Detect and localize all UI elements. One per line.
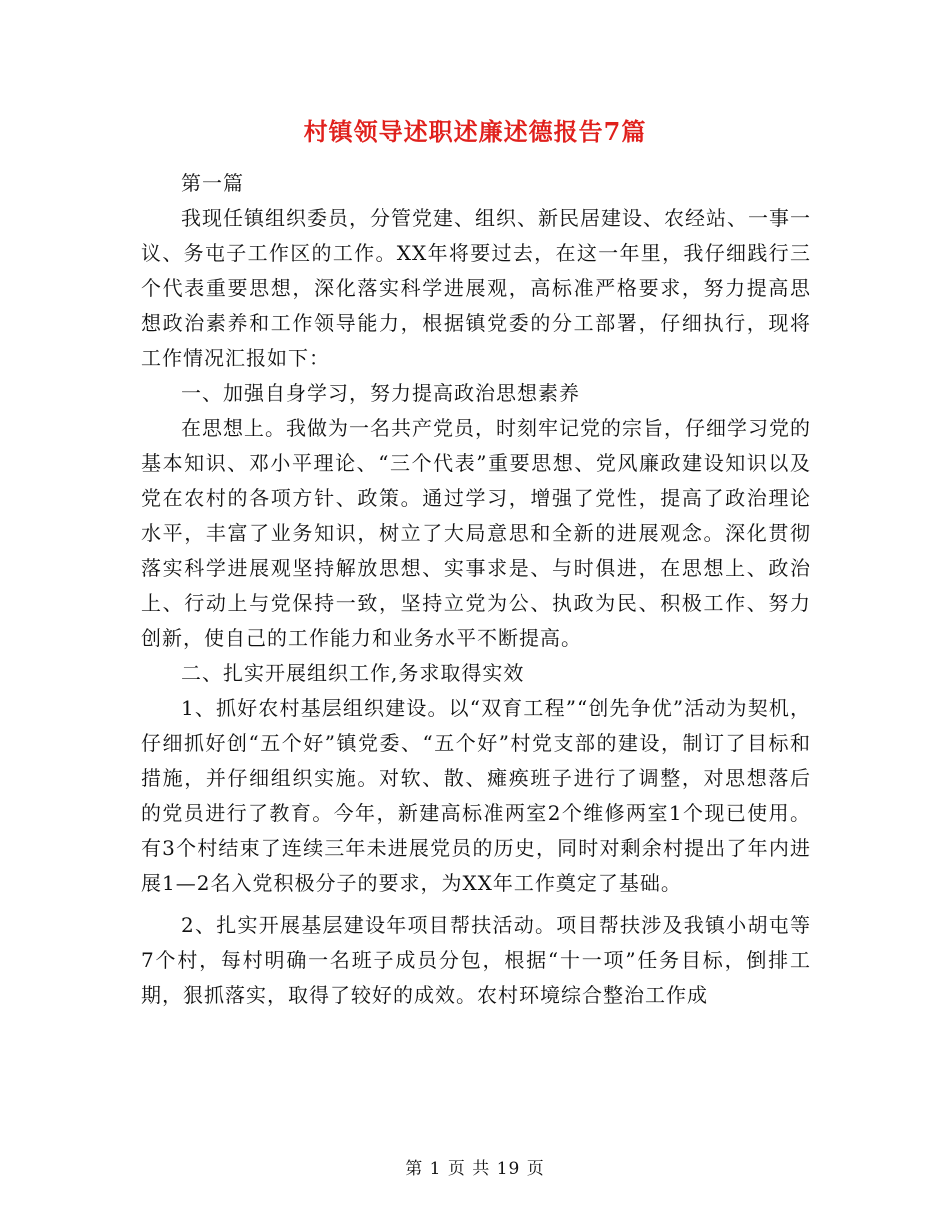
document-title: 村镇领导述职述廉述德报告7篇	[303, 117, 647, 146]
page-footer: 第 1 页 共 19 页	[405, 1159, 545, 1179]
section-heading-study: 一、加强自身学习，努力提高政治思想素养	[181, 381, 580, 405]
document-body	[141, 166, 811, 1013]
paragraph-thought: 在思想上。我做为一名共产党员，时刻牢记党的宗旨，仔细学习党的基本知识、邓小平理论、“三个代表”重要思想、党风廉政建设知识以及党在农村的各项方针、政策。通过学习，增强了党性，提高了政治理论水平，丰富了业务知识，树立了大局意思和全新的进展观念。深化贯彻落实科学进展观坚持解放思想、实事求是、与时俱进，在思想上、政治上、行动上与党保持一致，坚持立党为公、执政为民、积极工作、努力创新，使自己的工作能力和业务水平不断提高。	[141, 416, 811, 650]
section-heading-first: 第一篇	[181, 171, 244, 195]
paragraph-intro: 我现任镇组织委员，分管党建、组织、新民居建设、农经站、一事一议、务屯子工作区的工作。XX年将要过去，在这一年里，我仔细践行三个代表重要思想，深化落实科学进展观，高标准严格要求，努力提高思想政治素养和工作领导能力，根据镇党委的分工部署，仔细执行，现将工作情况汇报如下：	[141, 206, 811, 370]
paragraph-project-support: 2、扎实开展基层建设年项目帮扶活动。项目帮扶涉及我镇小胡屯等7个村，每村明确一名班子成员分包，根据“十一项”任务目标，倒排工期，狠抓落实，取得了较好的成效。农村环境综合整治工作成	[141, 913, 811, 1007]
paragraph-grassroots: 1、抓好农村基层组织建设。以“双育工程”“创先争优”活动为契机，仔细抓好创“五个好”镇党委、“五个好”村党支部的建设，制订了目标和措施，并仔细组织实施。对软、散、瘫痪班子进行了调整，对思想落后的党员进行了教育。今年，新建高标准两室2个维修两室1个现已使用。有3个村结束了连续三年未进展党员的历史，同时对剩余村提出了年内进展1—2名入党积极分子的要求，为XX年工作奠定了基础。	[141, 696, 811, 895]
section-heading-organization: 二、扎实开展组织工作,务求取得实效	[181, 661, 525, 685]
